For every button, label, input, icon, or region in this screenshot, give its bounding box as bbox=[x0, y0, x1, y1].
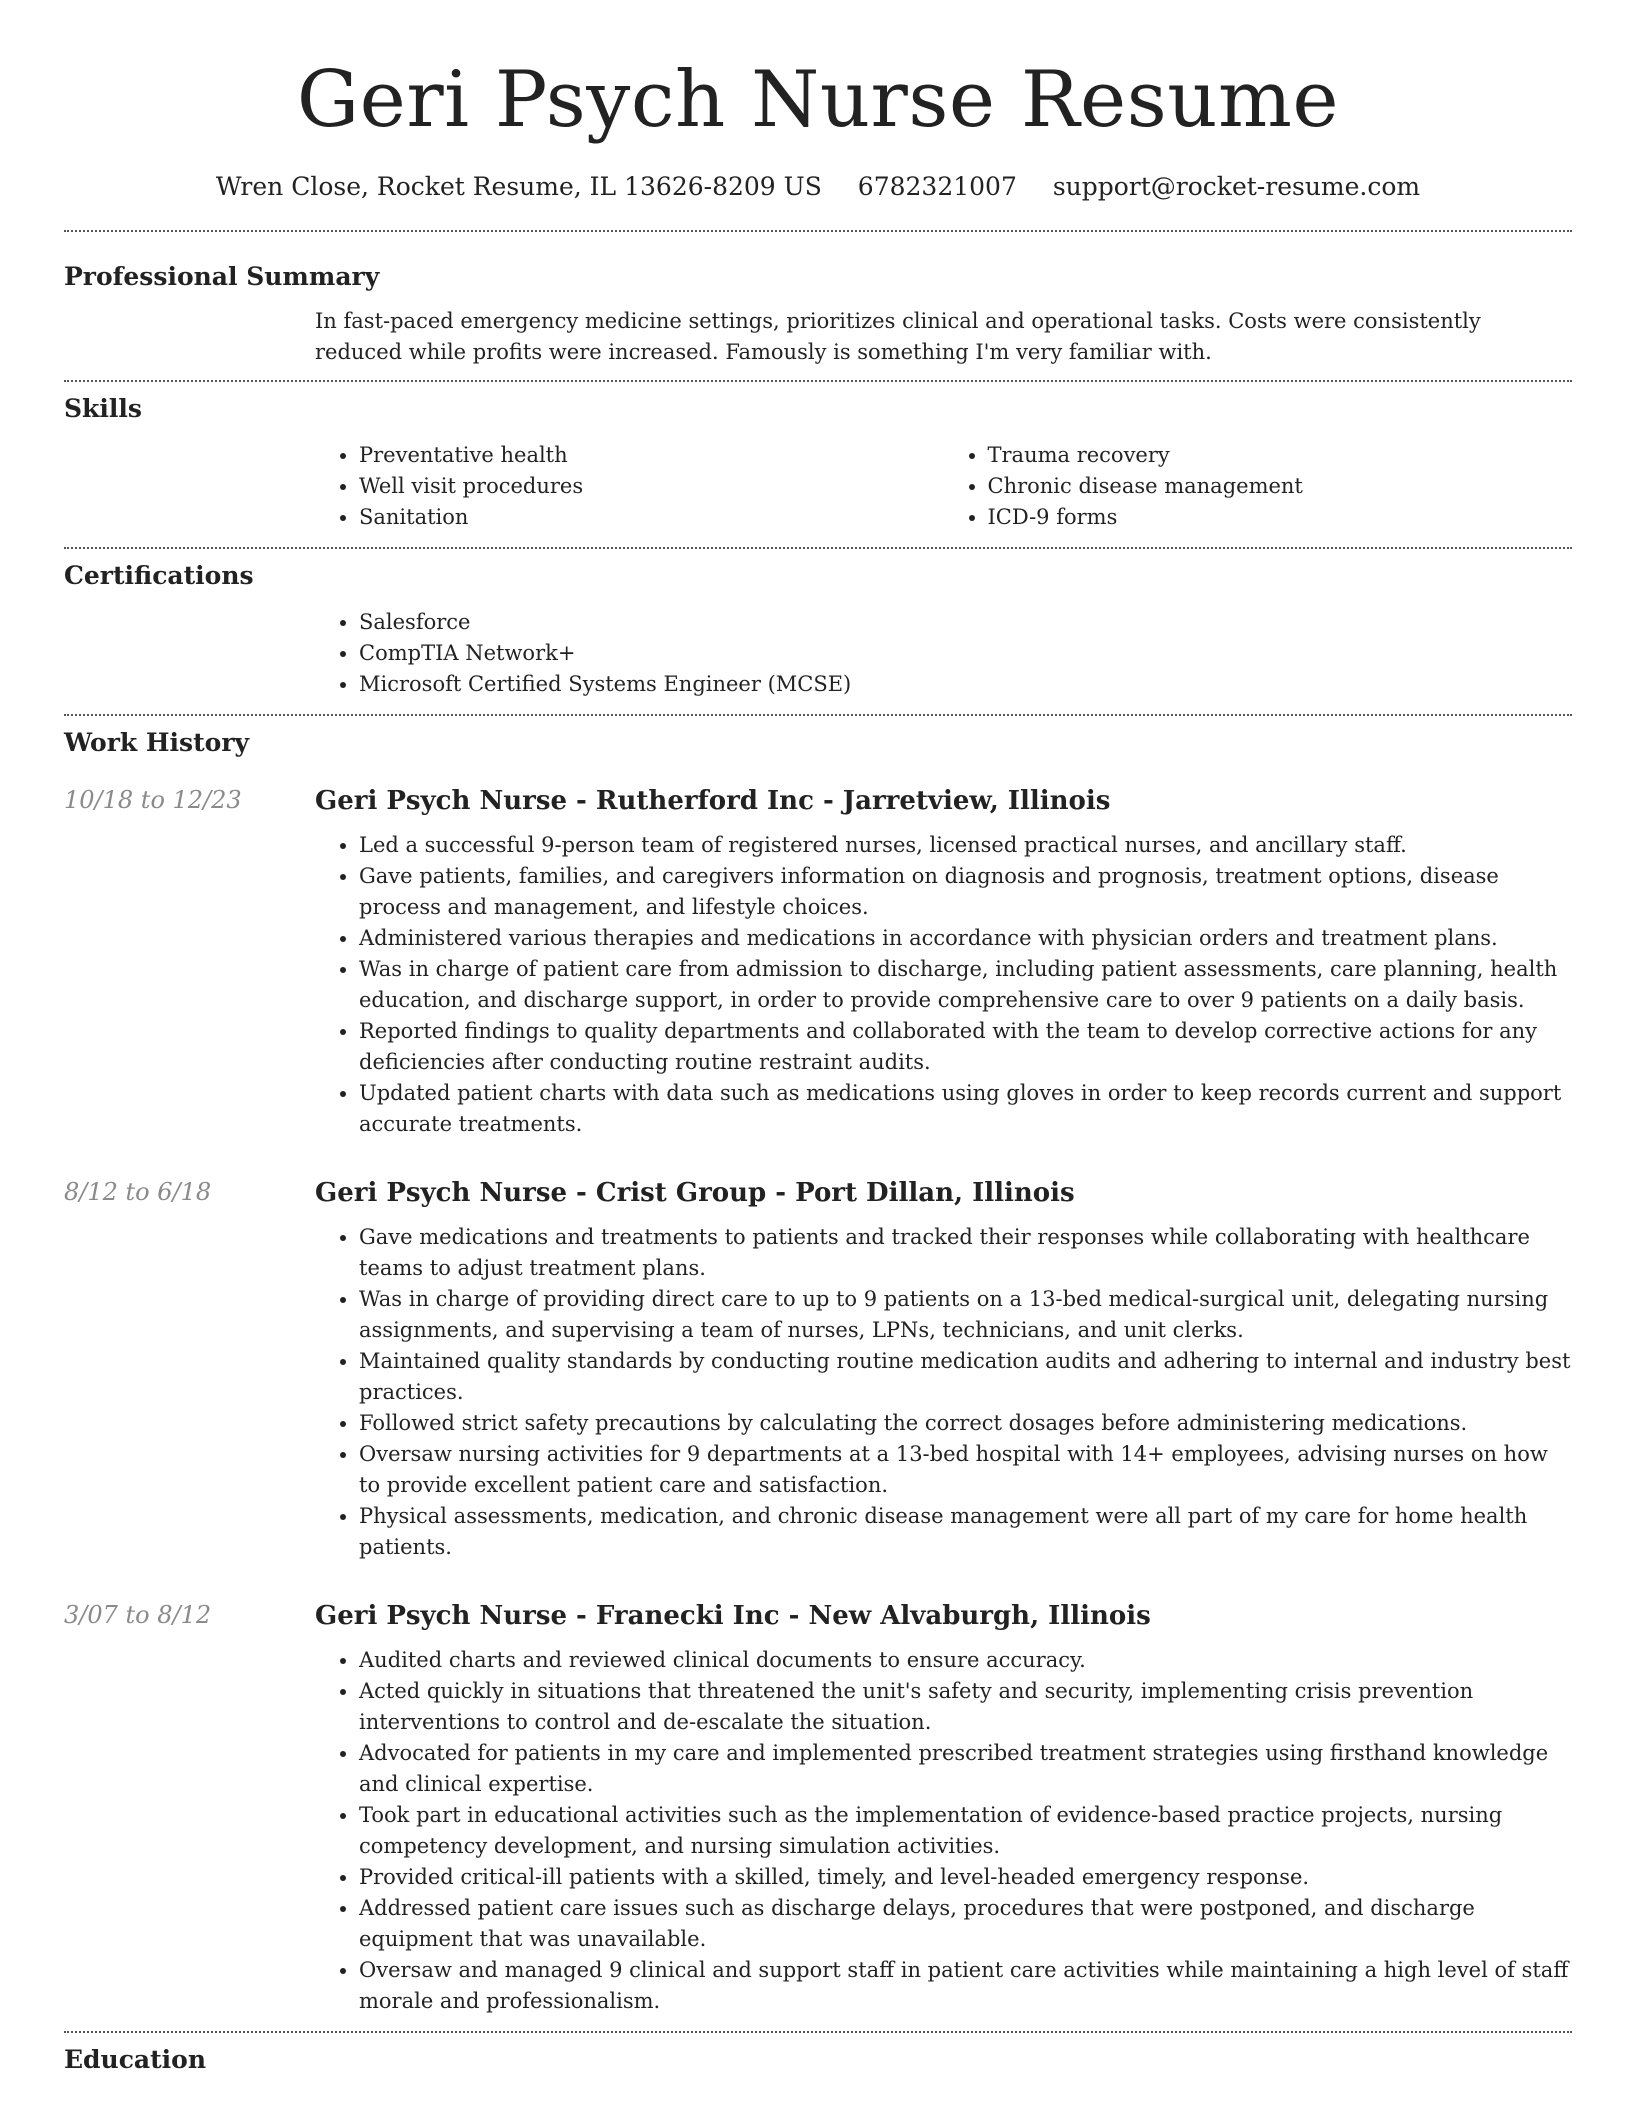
job-body bbox=[315, 784, 1572, 1140]
job-bullet: • Maintained quality standards by conducting routine medication audits and adhering to internal and industry best practices. bbox=[359, 1346, 1572, 1408]
job-bullet: • Reported findings to quality departments and collaborated with the team to develop corrective actions for any deficiencies after conducting routine restraint audits. bbox=[359, 1016, 1572, 1078]
job-date: 8/12 to 6/18 bbox=[64, 1178, 212, 1206]
job-bullet: • Oversaw and managed 9 clinical and support staff in patient care activities while maintaining a high level of staff morale and professionalism. bbox=[359, 1955, 1572, 2017]
job-bullet: • Advocated for patients in my care and implemented prescribed treatment strategies using firsthand knowledge and clinical expertise. bbox=[359, 1738, 1572, 1800]
work-history-section bbox=[64, 716, 1572, 2017]
job-date: 10/18 to 12/23 bbox=[64, 786, 242, 814]
job-title: Geri Psych Nurse - Rutherford Inc - Jarretview, Illinois bbox=[315, 786, 1111, 816]
job-title: Geri Psych Nurse - Franecki Inc - New Alvaburgh, Illinois bbox=[315, 1601, 1151, 1631]
certification-item: • Microsoft Certified Systems Engineer (MCSE) bbox=[359, 669, 1572, 700]
job-bullet: • Was in charge of providing direct care to up to 9 patients on a 13-bed medical-surgical unit, delegating nursing assignments, and supervising a team of nurses, LPNs, technicians, and unit clerks. bbox=[359, 1284, 1572, 1346]
skills-columns bbox=[315, 440, 1572, 533]
job-bullets bbox=[315, 1645, 1572, 2017]
job-body bbox=[315, 1176, 1572, 1563]
job-date: 3/07 to 8/12 bbox=[64, 1601, 212, 1629]
job-bullet: • Oversaw nursing activities for 9 departments at a 13-bed hospital with 14+ employees, advising nurses on how to provide excellent patient care and satisfaction. bbox=[359, 1439, 1572, 1501]
summary-text: In fast-paced emergency medicine settings, prioritizes clinical and operational tasks. Costs were consistently reduced while profits were increased. Famously is something I'm very familiar with. bbox=[315, 309, 1481, 364]
job-bullets bbox=[315, 1222, 1572, 1563]
skill-item: • Well visit procedures bbox=[359, 471, 944, 502]
job-bullet: • Addressed patient care issues such as discharge delays, procedures that were postponed, and discharge equipment that was unavailable. bbox=[359, 1893, 1572, 1955]
job-bullet: • Gave medications and treatments to patients and tracked their responses while collaborating with healthcare teams to adjust treatment plans. bbox=[359, 1222, 1572, 1284]
job-bullet: • Physical assessments, medication, and chronic disease management were all part of my care for home health patients. bbox=[359, 1501, 1572, 1563]
contact-line bbox=[64, 170, 1572, 204]
job-bullet: • Took part in educational activities such as the implementation of evidence-based practice projects, nursing competency development, and nursing simulation activities. bbox=[359, 1800, 1572, 1862]
section-title-work-history: Work History bbox=[64, 728, 250, 757]
job-bullet: • Was in charge of patient care from admission to discharge, including patient assessments, care planning, health education, and discharge support, in order to provide comprehensive care to over 9 patients on a daily basis. bbox=[359, 954, 1572, 1016]
contact-phone: 6782321007 bbox=[857, 172, 1017, 201]
summary-section bbox=[64, 232, 1572, 368]
job-entry bbox=[64, 784, 1572, 1140]
job-bullet: • Administered various therapies and medications in accordance with physician orders and treatment plans. bbox=[359, 923, 1572, 954]
section-title-certifications: Certifications bbox=[64, 561, 254, 590]
skills-list-left bbox=[315, 440, 944, 533]
certification-item: • CompTIA Network+ bbox=[359, 638, 1572, 669]
job-bullet: • Led a successful 9-person team of registered nurses, licensed practical nurses, and ancillary staff. bbox=[359, 830, 1572, 861]
job-entry bbox=[64, 1599, 1572, 2017]
job-title: Geri Psych Nurse - Crist Group - Port Dillan, Illinois bbox=[315, 1178, 1075, 1208]
skill-item: • Preventative health bbox=[359, 440, 944, 471]
skill-item: • ICD-9 forms bbox=[988, 502, 1573, 533]
contact-email[interactable]: support@rocket-resume.com bbox=[1052, 172, 1421, 201]
skills-section bbox=[64, 382, 1572, 533]
resume-page bbox=[64, 0, 1572, 2077]
section-title-education: Education bbox=[64, 2045, 207, 2074]
section-title-summary: Professional Summary bbox=[64, 262, 380, 291]
skill-item: • Trauma recovery bbox=[988, 440, 1573, 471]
certification-item: • Salesforce bbox=[359, 607, 1572, 638]
certifications-section bbox=[64, 549, 1572, 700]
education-section bbox=[64, 2033, 1572, 2077]
job-bullet: • Acted quickly in situations that threatened the unit's safety and security, implementing crisis prevention interventions to control and de-escalate the situation. bbox=[359, 1676, 1572, 1738]
certifications-list bbox=[315, 607, 1572, 700]
contact-address: Wren Close, Rocket Resume, IL 13626-8209 US bbox=[215, 172, 822, 201]
job-bullet: • Followed strict safety precautions by calculating the correct dosages before administering medications. bbox=[359, 1408, 1572, 1439]
skill-item: • Sanitation bbox=[359, 502, 944, 533]
skill-item: • Chronic disease management bbox=[988, 471, 1573, 502]
job-bullets bbox=[315, 830, 1572, 1140]
job-bullet: • Gave patients, families, and caregivers information on diagnosis and prognosis, treatment options, disease process and management, and lifestyle choices. bbox=[359, 861, 1572, 923]
job-bullet: • Audited charts and reviewed clinical documents to ensure accuracy. bbox=[359, 1645, 1572, 1676]
job-body bbox=[315, 1599, 1572, 2017]
job-bullet: • Provided critical-ill patients with a skilled, timely, and level-headed emergency response. bbox=[359, 1862, 1572, 1893]
resume-title: Geri Psych Nurse Resume bbox=[296, 55, 1340, 145]
job-bullet: • Updated patient charts with data such as medications using gloves in order to keep records current and support accurate treatments. bbox=[359, 1078, 1572, 1140]
skills-list-right bbox=[944, 440, 1573, 533]
section-title-skills: Skills bbox=[64, 394, 142, 423]
job-entry bbox=[64, 1176, 1572, 1563]
certifications-content bbox=[315, 607, 1572, 700]
